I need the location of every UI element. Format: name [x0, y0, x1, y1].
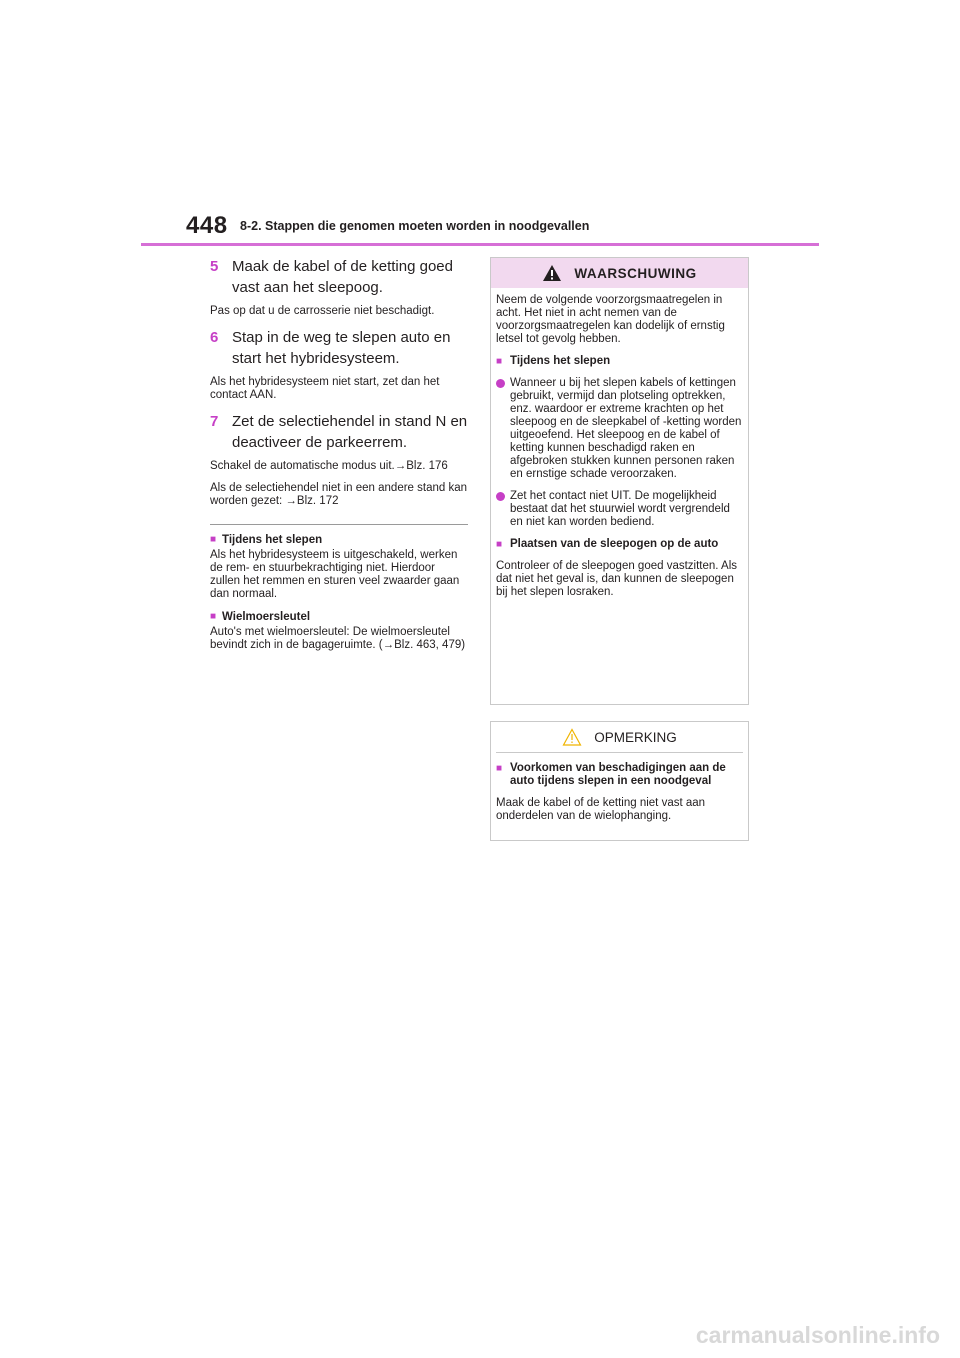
- warning-triangle-icon: [542, 264, 562, 282]
- caution-triangle-icon: [562, 728, 582, 746]
- step-note: Als het hybridesysteem niet start, zet dan het contact AAN.: [210, 376, 440, 401]
- notice-subheading: [496, 762, 743, 788]
- warning-bullet: [496, 377, 743, 481]
- step-note: Pas op dat u de carrosserie niet beschadigt.: [210, 305, 435, 317]
- step-7: [210, 411, 468, 453]
- warning-subheading: [496, 538, 743, 551]
- round-bullet-icon: [496, 492, 505, 501]
- step-number: 6: [210, 329, 219, 346]
- notice-header: [496, 722, 743, 753]
- warning-text: Controleer of de sleepogen goed vastzitten. Als dat niet het geval is, dan kunnen de sleepogen bij het slepen losraken.: [496, 560, 738, 598]
- subsection-heading-text: Wielmoersleutel: [222, 611, 311, 623]
- square-bullet-icon: ■: [210, 611, 217, 622]
- square-bullet-icon: ■: [496, 356, 503, 367]
- warning-subheading-text: Plaatsen van de sleepogen op de auto: [510, 538, 719, 550]
- notice-text: Maak de kabel of de ketting niet vast aan onderdelen van de wielophanging.: [496, 797, 706, 822]
- step-6: [210, 327, 468, 369]
- step-note-link: Schakel de automatische modus uit.→Blz. 176: [210, 460, 448, 472]
- subsection-text: Als het hybridesysteem is uitgeschakeld, werken de rem- en stuurbekrachtiging niet. Hierdoor zullen het remmen en sturen veel zwaarder gaan dan normaal.: [210, 549, 460, 600]
- round-bullet-icon: [496, 379, 505, 388]
- square-bullet-icon: ■: [496, 539, 503, 550]
- subsection-heading-text: Tijdens het slepen: [222, 534, 323, 546]
- warning-content: [491, 288, 748, 599]
- subsection-text: Auto's met wielmoersleutel: De wielmoersleutel bevindt zich in de bagageruimte. (→Blz. 463, 479): [210, 626, 466, 651]
- warning-subheading-text: Tijdens het slepen: [510, 355, 611, 367]
- notice-content: [491, 753, 748, 823]
- warning-header: [491, 258, 748, 288]
- section-divider: [210, 524, 468, 525]
- square-bullet-icon: ■: [210, 534, 217, 545]
- watermark-text: carmanualsonline.info: [695, 1322, 940, 1348]
- step-number: 5: [210, 258, 219, 275]
- left-column: [210, 256, 468, 661]
- warning-bullet-text: Zet het contact niet UIT. De mogelijkheid bestaat dat het stuurwiel wordt vergrendeld en niet kan worden bediend.: [510, 490, 730, 528]
- warning-bullet: [496, 490, 743, 529]
- notice-title: OPMERKING: [594, 729, 677, 745]
- step-text: Maak de kabel of de ketting goed vast aan het sleepoog.: [232, 258, 453, 296]
- warning-box: [490, 257, 749, 705]
- section-title: 8-2. Stappen die genomen moeten worden in noodgevallen: [240, 219, 590, 233]
- warning-bullet-text: Wanneer u bij het slepen kabels of kettingen gebruikt, vermijd dan plotseling optrekken, enz. waardoor er extreme krachten op het sleepoog en de sleepkabel of -ketting worden uitgeoefend. Het sleepoog en de kabel of ketting kunnen beschadigd raken en afgebroken stukken kunnen personen raken en ernstige schade veroorzaken.: [510, 377, 742, 480]
- step-text: Stap in de weg te slepen auto en start het hybridesysteem.: [232, 329, 451, 367]
- subsection-heading: [210, 533, 468, 547]
- header-divider: [141, 243, 819, 246]
- subsection-heading: [210, 610, 468, 624]
- square-bullet-icon: ■: [496, 763, 503, 774]
- step-number: 7: [210, 413, 219, 430]
- step-text: Zet de selectiehendel in stand N en deactiveer de parkeerrem.: [232, 413, 468, 451]
- warning-intro: Neem de volgende voorzorgsmaatregelen in acht. Het niet in acht nemen van de voorzorgsmaatregelen kan dodelijk of ernstig letsel tot gevolg hebben.: [496, 294, 725, 345]
- page-number: 448: [186, 212, 228, 239]
- notice-box: [490, 721, 749, 841]
- warning-subheading: [496, 355, 743, 368]
- warning-title: WAARSCHUWING: [574, 265, 697, 281]
- step-5: [210, 256, 468, 298]
- notice-subheading-text: Voorkomen van beschadigingen aan de auto tijdens slepen in een noodgeval: [510, 762, 726, 787]
- step-note-link: Als de selectiehendel niet in een andere stand kan worden gezet: →Blz. 172: [210, 482, 468, 507]
